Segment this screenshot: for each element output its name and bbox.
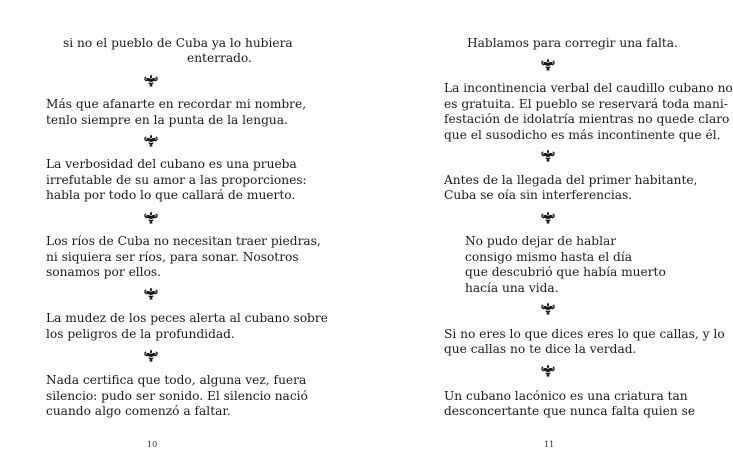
- fleuron-icon: [541, 211, 555, 225]
- text-line: La incontinencia verbal del caudillo cubano no: [444, 81, 733, 95]
- text-line: sonamos por ellos.: [46, 265, 162, 279]
- fleuron-icon: [144, 211, 158, 225]
- fleuron-icon: [144, 349, 158, 363]
- text-line: consigo mismo hasta el día: [465, 250, 633, 264]
- text-line: festación de idolatría mientras no quede claro: [444, 112, 730, 126]
- text-line: silencio: pudo ser sonido. El silencio nació: [46, 389, 308, 403]
- text-line: irrefutable de su amor a las proporciones:: [46, 173, 307, 187]
- text-line: habla por todo lo que callará de muerto.: [46, 188, 296, 202]
- text-line: tenlo siempre en la punta de la lengua.: [46, 113, 288, 127]
- fleuron-icon: [144, 287, 158, 301]
- fleuron-icon: [144, 74, 158, 88]
- text-line: Nada certifica que todo, alguna vez, fuera: [46, 373, 307, 387]
- text-line: hacía una vida.: [465, 281, 559, 295]
- fleuron-icon: [541, 364, 555, 378]
- page-number: 10: [147, 440, 158, 449]
- text-line: enterrado.: [187, 51, 252, 65]
- text-line: Si no eres lo que dices eres lo que callas, y lo: [444, 327, 725, 341]
- text-line: si no el pueblo de Cuba ya lo hubiera: [63, 36, 293, 50]
- fleuron-icon: [541, 149, 555, 163]
- fleuron-icon: [541, 302, 555, 316]
- text-line: No pudo dejar de hablar: [465, 234, 617, 248]
- left-page: [0, 0, 350, 455]
- text-line: Los ríos de Cuba no necesitan traer piedras,: [46, 234, 321, 248]
- right-page: [350, 0, 733, 455]
- text-line: La verbosidad del cubano es una prueba: [46, 157, 297, 171]
- text-line: es gratuita. El pueblo se reservará toda mani-: [444, 97, 728, 111]
- text-line: Cuba se oía sin interferencias.: [444, 188, 633, 202]
- fleuron-icon: [144, 134, 158, 148]
- text-line: desconcertante que nunca falta quien se: [444, 404, 696, 418]
- text-line: que el susodicho es más incontinente que él.: [444, 128, 721, 142]
- text-line: que callas no te dice la verdad.: [444, 342, 637, 356]
- text-line: que descubrió que había muerto: [465, 265, 666, 279]
- text-line: Antes de la llegada del primer habitante,: [444, 173, 698, 187]
- fleuron-icon: [541, 58, 555, 72]
- page-number: 11: [544, 440, 555, 449]
- text-line: cuando algo comenzó a faltar.: [46, 404, 231, 418]
- text-line: Más que afanarte en recordar mi nombre,: [46, 97, 307, 111]
- text-line: ni siquiera ser ríos, para sonar. Nosotros: [46, 250, 299, 264]
- text-line: Un cubano lacónico es una criatura tan: [444, 389, 688, 403]
- text-line: Hablamos para corregir una falta.: [467, 36, 678, 50]
- text-line: los peligros de la profundidad.: [46, 327, 235, 341]
- text-line: La mudez de los peces alerta al cubano sobre: [46, 311, 328, 325]
